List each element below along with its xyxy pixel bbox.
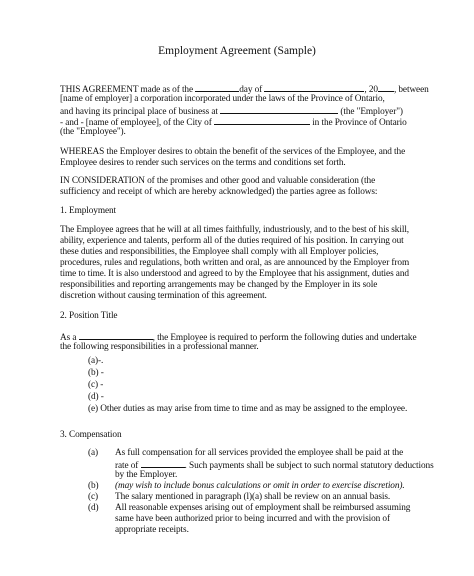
position-title-blank[interactable] xyxy=(79,331,153,340)
compensation-text: rate of xyxy=(115,461,139,471)
duty-item: (e) Other duties as may arise from time to time and as may be assigned to the employee. xyxy=(88,404,408,414)
business-address-blank[interactable] xyxy=(220,105,338,114)
intro-text: THIS AGREEMENT made as of the xyxy=(60,85,194,95)
section-1-line-4: procedures, rules and regulations, both written and oral, as are announced by the Employer from xyxy=(60,258,410,268)
section-1-line-5: time to time. It is also understood and agreed to by the Employee that his assignment, duties and xyxy=(60,269,409,279)
city-blank[interactable] xyxy=(214,116,310,125)
compensation-c-marker: (c) xyxy=(88,492,99,502)
intro-text: , 20 xyxy=(364,85,378,95)
intro-text: day of xyxy=(239,85,263,95)
document-title: Employment Agreement (Sample) xyxy=(158,45,316,57)
day-blank[interactable] xyxy=(195,83,239,92)
compensation-text: . Such payments shall be subject to such normal statutory deductions xyxy=(184,461,434,471)
compensation-d-marker: (d) xyxy=(88,503,99,513)
section-2-line-2: the following responsibilities in a professional manner. xyxy=(60,342,259,352)
intro-text: , between xyxy=(393,85,429,95)
compensation-a-line-1: As full compensation for all services provided the employee shall be paid at the xyxy=(115,448,404,458)
compensation-b-line-1: (may wish to include bonus calculations or omit in order to exercise discretion). xyxy=(115,481,405,491)
compensation-a-line-3: by the Employer. xyxy=(115,470,178,480)
whereas-line-2: Employee desires to render such services on the terms and conditions set forth. xyxy=(60,158,346,168)
intro-text: - and - [name of employee], of the City of xyxy=(60,118,212,128)
intro-text: (the "Employer") xyxy=(340,107,403,117)
duty-item: (a)-. xyxy=(88,356,104,366)
compensation-d-line-1: All reasonable expenses arising out of employment shall be reimbursed assuming xyxy=(115,503,411,513)
section-1-line-3: these duties and responsibilities, the Employee shall comply with all Employer policies, xyxy=(60,247,379,257)
consideration-line-1: IN CONSIDERATION of the promises and other good and valuable consideration (the xyxy=(60,176,376,186)
section-2-text: , the Employee is required to perform the following duties and undertake xyxy=(152,333,417,343)
duty-item: (b) - xyxy=(88,368,104,378)
consideration-line-2: sufficiency and receipt of which are hereby acknowledged) the parties agree as follows: xyxy=(60,187,378,197)
whereas-line-1: WHEREAS the Employer desires to obtain the benefit of the services of the Employee, and the xyxy=(60,147,406,157)
salary-rate-blank[interactable] xyxy=(141,459,185,468)
section-2-text: As a xyxy=(60,333,77,343)
section-1-heading: 1. Employment xyxy=(60,206,117,216)
section-1-line-1: The Employee agrees that he will at all times faithfully, industriously, and to the best of his skill, xyxy=(60,225,410,235)
compensation-d-line-3: appropriate receipts. xyxy=(115,525,189,535)
section-1-line-6: responsibilities and reporting arrangements may be changed by the Employer in its sole xyxy=(60,280,378,290)
year-blank[interactable] xyxy=(378,83,394,92)
duty-item: (d) - xyxy=(88,392,104,402)
section-1-line-7: discretion without causing termination of this agreement. xyxy=(60,291,267,301)
intro-text: and having its principal place of business at xyxy=(60,107,218,117)
section-3-heading: 3. Compensation xyxy=(60,430,122,440)
section-1-line-2: ability, experience and talents, perform all of the duties required of his position. In carrying out xyxy=(60,236,404,246)
section-2-heading: 2. Position Title xyxy=(60,311,118,321)
compensation-c-line-1: The salary mentioned in paragraph (l)(a) shall be review on an annual basis. xyxy=(115,492,391,502)
duty-item: (c) - xyxy=(88,380,104,390)
intro-line-2: [name of employer] a corporation incorporated under the laws of the Province of Ontario, xyxy=(60,94,385,104)
intro-line-5: (the "Employee"). xyxy=(60,127,126,137)
compensation-a-marker: (a) xyxy=(88,448,99,458)
compensation-b-marker: (b) xyxy=(88,481,99,491)
month-blank[interactable] xyxy=(264,83,364,92)
intro-text: in the Province of Ontario xyxy=(312,118,407,128)
compensation-d-line-2: same have been authorized prior to being incurred and with the provision of xyxy=(115,514,390,524)
